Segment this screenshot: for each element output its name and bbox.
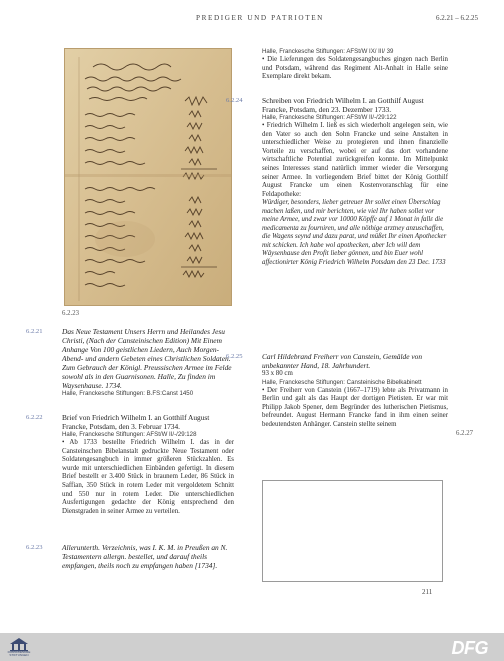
- running-page-range: 6.2.21 – 6.2.25: [436, 14, 478, 22]
- entry-title: Brief von Friedrich Wilhelm I. an Gotthilf August Francke, Potsdam, den 3. Februar 1734.: [62, 413, 210, 431]
- entry-number: 6.2.22: [26, 414, 43, 421]
- manuscript-illustration: [65, 49, 232, 306]
- image-placeholder-frame: [262, 480, 443, 582]
- foundation-logo-text: FRANCKESCHE STIFTUNGEN: [7, 650, 31, 658]
- entry-title: Allerunterth. Verzeichnis, was I. K. M. in Preußen an N. Testamentern allergn. bestellet, und darauf theils empfangen, theils noch zu empfangen haben [1734].: [62, 543, 228, 570]
- entry-shelfmark: Halle, Franckesche Stiftungen: Cansteinische Bibelkabinett: [262, 378, 422, 386]
- entry-title: Carl Hildebrand Freiherr von Canstein, Gemälde von unbekannter Hand, 18. Jahrhundert.: [262, 352, 423, 370]
- entry-description: • Der Freiherr von Canstein (1667–1719) lebte als Privatmann in Berlin und galt als das Haupt der dortigen Pietisten. Er war mit Philipp Jakob Spener, dem Begründer des lutherischen Pietismus, befreundet. August Hermann Francke fand in ihm einen seiner bedeutendsten Anhänger. Canstein stellte seinem: [262, 386, 448, 428]
- entry-number: 6.2.23: [26, 544, 43, 551]
- entry-number: 6.2.24: [226, 97, 243, 104]
- entry-continued: [262, 48, 448, 82]
- footer-bar: [0, 633, 504, 661]
- running-head: [0, 14, 504, 26]
- entry-number: 6.2.21: [26, 328, 43, 335]
- manuscript-image: [64, 48, 232, 306]
- entry-description: • Friedrich Wilhelm I. ließ es sich wiederholt angelegen sein, wie den Vater so auch den Sohn Francke und seine Anstalten in unterschiedlicher Weise zu protegieren und ihnen finanzielle Vorteile zu verschaffen, wobei er auf das dort vorhandene wirtschaftliche Potential zurückgreifen konnte. Im Mittelpunkt seines Interesses stand natürlich immer wieder die Versorgung seiner Armee. In vorliegendem Brief bittet der König Gotthilf August Francke um einen Kostenvoranschlag für eine Feldapotheke:: [262, 122, 448, 198]
- entry-shelfmark: Halle, Franckesche Stiftungen: B.FS:Canst 1450: [62, 390, 194, 397]
- figure-label-right: 6.2.27: [456, 430, 473, 437]
- figure-label-left: 6.2.23: [62, 310, 79, 317]
- entry-dimensions: 93 x 80 cm: [262, 370, 293, 377]
- entry-number: 6.2.25: [226, 353, 243, 360]
- entry-quote: Würdiger, besonders, lieber getreuer Ihr sollet einen Überschlag machen laßen, und mir berichten, wie viel Ihr haben sollet vor meine Armee, und zwar vor 10000 Köpffe auf 1 Monat in fallε die medicamenta zu fourniren, und alle nöthige arztney anzuschaffen, die Wagens seynd und dazu parat, und müßet Ihr einen Apothecker mit schicken. Ich habe wol apothecken, aber Ich will dem Wäysenhause den Profit lieber gönnen, und bin Euer wohl affectionirter König Friedrich Wilhelm Potsdam den 23 Dec. 1733: [262, 199, 447, 266]
- entry-6-2-21: [26, 327, 234, 398]
- entry-title: Das Neue Testament Unsers Herrn und Heilandes Jesu Christi, (Nach der Cansteinischen Edition) Mit Einem Anhange Von 100 geistlichen Liedern, Auch Morgen-Abend- und andern Gebeten eines Christlichen Soldaten. Zum Gebrauch der Königl. Preussischen Armee im Felde sowohl als in den Guarnisonen. Halle, Zu finden im Waysenhause. 1734.: [62, 327, 232, 390]
- entry-shelfmark: Halle, Franckesche Stiftungen: AFSt/W II/-/29:128: [62, 431, 197, 438]
- page-number: 211: [422, 588, 433, 596]
- entry-shelfmark: Halle, Franckesche Stiftungen: AFSt/W II/-/29:122: [262, 114, 397, 121]
- entry-title: Schreiben von Friedrich Wilhelm I. an Gotthilf August Francke, Potsdam, den 23. Dezember 1733.: [262, 96, 424, 114]
- entry-6-2-23: [26, 543, 234, 570]
- entry-6-2-25: [226, 352, 448, 430]
- entry-6-2-22: [26, 413, 234, 516]
- entry-description: • Die Lieferungen des Soldatengesangbuches gingen nach Berlin und Potsdam, während das Regiment Alt-Anhalt in Halle seine Exemplare direkt bekam.: [262, 56, 448, 81]
- entry-description: • Ab 1733 bestellte Friedrich Wilhelm I. das in der Cansteinschen Bibelanstalt gedruckte Neue Testament oder Soldatengesangbuch in immer größeren Stückzahlen. Es wurde mit unterschiedlichen Einbänden gefertigt. In diesem Brief bestellt er 3.400 Stück in braunem Leder, 86 Stück in Saffian, 350 Stück in rotem Leder mit vergoldetem Schnitt und 550 nur in rotem Leder. Die unterschiedlichen Ausfertigungen gedachte der König entsprechend den Dienstgraden in seiner Armee zu verteilen.: [62, 439, 234, 515]
- running-title: PREDIGER UND PATRIOTEN: [196, 14, 324, 22]
- entry-shelfmark: Halle, Franckesche Stiftungen: AFSt/W IX/ III/ 39: [262, 48, 394, 55]
- dfg-logo: DFG: [451, 638, 488, 658]
- entry-6-2-24: [226, 96, 448, 267]
